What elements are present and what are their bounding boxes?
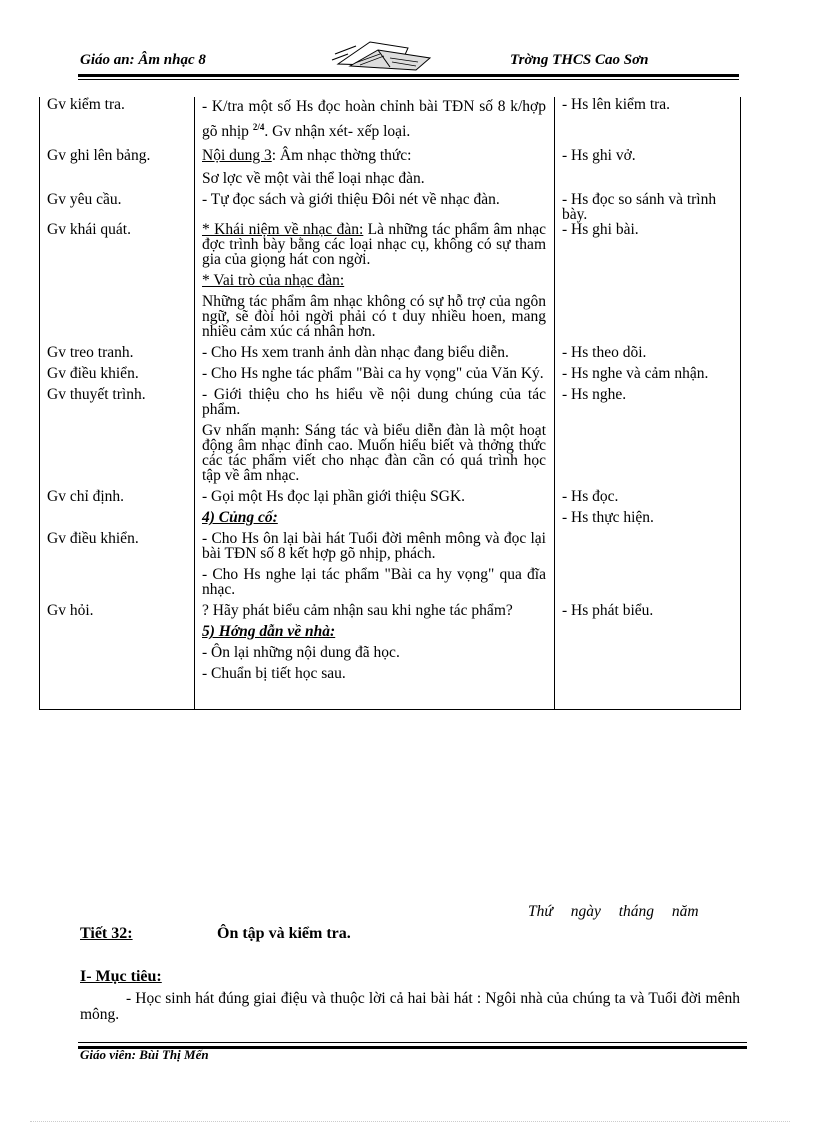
teacher-cell: Gv treo tranh. — [40, 345, 195, 366]
table-row — [40, 531, 741, 603]
content-cell — [195, 489, 555, 531]
content-cell — [195, 97, 555, 148]
content-text: - Tự đọc sách và giới thiệu Đôi nét về nhạc đàn. — [202, 191, 500, 209]
teacher-cell: Gv kiểm tra. — [40, 97, 195, 148]
content-text: - K/tra một số Hs đọc hoàn chỉnh bài TĐN số 8 k/hợp gõ nhịp — [202, 98, 546, 141]
content-cell — [195, 387, 555, 489]
table-row — [40, 387, 741, 489]
footer-teacher: Giáo viên: Bùi Thị Mến — [80, 1047, 209, 1062]
content-text: - Cho Hs nghe lại tác phẩm "Bài ca hy vọng" qua đĩa nhạc. — [202, 566, 546, 599]
content-cell — [195, 192, 555, 222]
section-heading: 4) Củng cố: — [202, 509, 278, 527]
content-underlined: * Khái niệm về nhạc đàn: — [202, 221, 364, 239]
content-cell — [195, 148, 555, 192]
content-cell — [195, 222, 555, 345]
content-text: - Cho Hs xem tranh ảnh dàn nhạc đang biểu diễn. — [202, 344, 509, 362]
content-cell — [195, 603, 555, 710]
table-row — [40, 366, 741, 387]
header-right-school: Trờng THCS Cao Sơn — [510, 52, 649, 68]
teacher-cell: Gv thuyết trình. — [40, 387, 195, 489]
teacher-cell: Gv ghi lên bảng. — [40, 148, 195, 192]
teacher-cell: Gv yêu cầu. — [40, 192, 195, 222]
header-rule — [78, 74, 739, 77]
teacher-cell: Gv khái quát. — [40, 222, 195, 345]
date-line: Thứ ngày tháng năm — [528, 903, 699, 920]
lesson-table — [39, 97, 741, 710]
student-text: - Hs thực hiện. — [562, 509, 654, 527]
content-text: - Gọi một Hs đọc lại phần giới thiệu SGK. — [202, 488, 466, 506]
content-text: Là những tác phẩm âm nhạc đợc trình bày bằng các loại nhạc cụ, không có sự tham gia của giọng hát con ngời. — [202, 221, 546, 269]
content-text: Những tác phẩm âm nhạc không có sự hỗ trợ của ngôn ngữ, sẽ đòi hỏi ngời phải có t duy nhiều hoen, mang nhiều cảm xúc cá nhân hơn. — [202, 293, 546, 341]
content-text: . Gv nhận xét- xếp loại. — [264, 123, 411, 141]
content-underlined: Nội dung 3 — [202, 147, 272, 165]
table-row — [40, 192, 741, 222]
student-cell: - Hs đọc so sánh và trình bày. — [555, 192, 741, 222]
content-cell — [195, 366, 555, 387]
table-row — [40, 97, 741, 148]
teacher-cell: Gv chỉ định. — [40, 489, 195, 531]
student-cell: - Hs phát biểu. — [555, 603, 741, 710]
content-cell — [195, 531, 555, 603]
content-text: - Cho Hs nghe tác phẩm "Bài ca hy vọng" của Văn Ký. — [202, 365, 544, 383]
teacher-cell: Gv hỏi. — [40, 603, 195, 710]
content-text: - Cho Hs ôn lại bài hát Tuổi đời mênh mông và đọc lại bài TĐN số 8 kết hợp gõ nhịp, phách. — [202, 530, 546, 563]
book-logo-icon — [330, 36, 440, 77]
footer-rule-thin — [78, 1042, 747, 1043]
teacher-cell: Gv điều khiển. — [40, 531, 195, 603]
teacher-cell: Gv điều khiển. — [40, 366, 195, 387]
student-cell — [555, 489, 741, 531]
time-signature: 2/4 — [252, 122, 265, 132]
content-underlined: * Vai trò của nhạc đàn: — [202, 272, 345, 290]
lesson-title: Ôn tập và kiểm tra. — [217, 925, 351, 942]
content-text: - Chuẩn bị tiết học sau. — [202, 665, 346, 683]
section-heading: 5) Hớng dẫn về nhà: — [202, 623, 336, 641]
content-text: : Âm nhạc thờng thức: — [271, 147, 412, 165]
student-cell — [555, 531, 741, 603]
student-text: - Hs đọc. — [562, 488, 619, 506]
header-left-title: Giáo an: Âm nhạc 8 — [80, 52, 206, 68]
content-cell — [195, 345, 555, 366]
student-cell: - Hs lên kiểm tra. — [555, 97, 741, 148]
student-cell: - Hs nghe và cảm nhận. — [555, 366, 741, 387]
content-text: Sơ lợc về một vài thể loại nhạc đàn. — [202, 170, 425, 188]
table-row — [40, 345, 741, 366]
student-cell: - Hs nghe. — [555, 387, 741, 489]
lesson-number: Tiết 32: — [80, 925, 133, 942]
content-text: - Giới thiệu cho hs hiểu về nội dung chúng của tác phẩm. — [202, 386, 546, 419]
table-row — [40, 148, 741, 192]
objectives-heading: I- Mục tiêu: — [80, 968, 162, 985]
header-rule-thin — [78, 79, 739, 80]
page-edge — [30, 1121, 790, 1122]
table-row — [40, 222, 741, 345]
content-text: - Ôn lại những nội dung đã học. — [202, 644, 400, 662]
content-text: ? Hãy phát biểu cảm nhận sau khi nghe tác phẩm? — [202, 602, 513, 620]
student-cell: - Hs ghi bài. — [555, 222, 741, 345]
objectives-text: - Học sinh hát đúng giai điệu và thuộc lời cả hai bài hát : Ngôi nhà của chúng ta và Tuổi đời mênh mông. — [80, 990, 740, 1023]
table-row — [40, 489, 741, 531]
table-row — [40, 603, 741, 710]
student-cell: - Hs ghi vở. — [555, 148, 741, 192]
content-text: Gv nhấn mạnh: Sáng tác và biểu diễn đàn là một hoạt động âm nhạc đỉnh cao. Muốn hiểu biết và thởng thức các tác phẩm viết cho nhạc đàn cần có quá trình học tập về âm nhạc. — [202, 422, 546, 485]
student-cell: - Hs theo dõi. — [555, 345, 741, 366]
